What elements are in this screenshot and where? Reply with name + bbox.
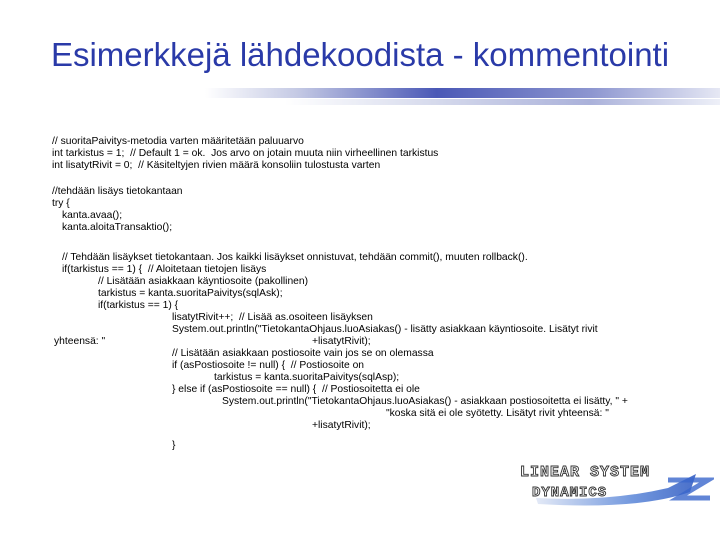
code-line: // Tehdään lisäykset tietokantaan. Jos kaikki lisäykset onnistuvat, tehdään commit(), muuten rollback(). — [62, 252, 528, 263]
code-line: if(tarkistus == 1) { // Aloitetaan tietojen lisäys — [62, 264, 267, 275]
logo-line1: LINEAR SYSTEM — [520, 464, 651, 481]
code-line: // suoritaPaivitys-metodia varten määritetään paluuarvo — [52, 136, 304, 147]
code-line: try { — [52, 198, 70, 209]
code-line: //tehdään lisäys tietokantaan — [52, 186, 183, 197]
code-line: System.out.println("TietokantaOhjaus.luoAsiakas() - lisätty asiakkaan käyntiosoite. Lisätyt rivit — [172, 324, 598, 335]
code-line: tarkistus = kanta.suoritaPaivitys(sqlAsk); — [98, 288, 283, 299]
code-line: } else if (asPostiosoite == null) { // Postiosoitetta ei ole — [172, 384, 420, 395]
code-line: if(tarkistus == 1) { — [98, 300, 179, 311]
code-line: System.out.println("TietokantaOhjaus.luoAsiakas() - asiakkaan postiosoitetta ei lisätty, " + — [222, 396, 628, 407]
logo-line2: DYNAMICS — [532, 485, 608, 501]
code-line: } — [172, 440, 176, 451]
code-line: int tarkistus = 1; // Default 1 = ok. Jos arvo on jotain muuta niin virheellinen tarkistus — [52, 148, 439, 159]
code-line: lisatytRivit++; // Lisää as.osoiteen lisäyksen — [172, 312, 373, 323]
code-line: // Lisätään asiakkaan käyntiosoite (pakollinen) — [98, 276, 309, 287]
code-line: +lisatytRivit); — [312, 336, 371, 347]
code-line: kanta.aloitaTransaktio(); — [62, 222, 173, 233]
code-line: if (asPostiosoite != null) { // Postiosoite on — [172, 360, 365, 371]
code-line: +lisatytRivit); — [312, 420, 371, 431]
code-line: tarkistus = kanta.suoritaPaivitys(sqlAsp); — [214, 372, 400, 383]
slide-title: Esimerkkejä lähdekoodista - kommentointi — [50, 36, 670, 73]
code-line: int lisatytRivit = 0; // Käsiteltyjen rivien määrä konsoliin tulostusta varten — [52, 160, 381, 171]
linear-system-dynamics-logo — [518, 458, 714, 510]
code-line: kanta.avaa(); — [62, 210, 123, 221]
code-line: // Lisätään asiakkaan postiosoite vain jos se on olemassa — [172, 348, 434, 359]
code-line: yhteensä: " — [54, 336, 106, 347]
code-line: "koska sitä ei ole syötetty. Lisätyt rivit yhteensä: " — [386, 408, 609, 419]
